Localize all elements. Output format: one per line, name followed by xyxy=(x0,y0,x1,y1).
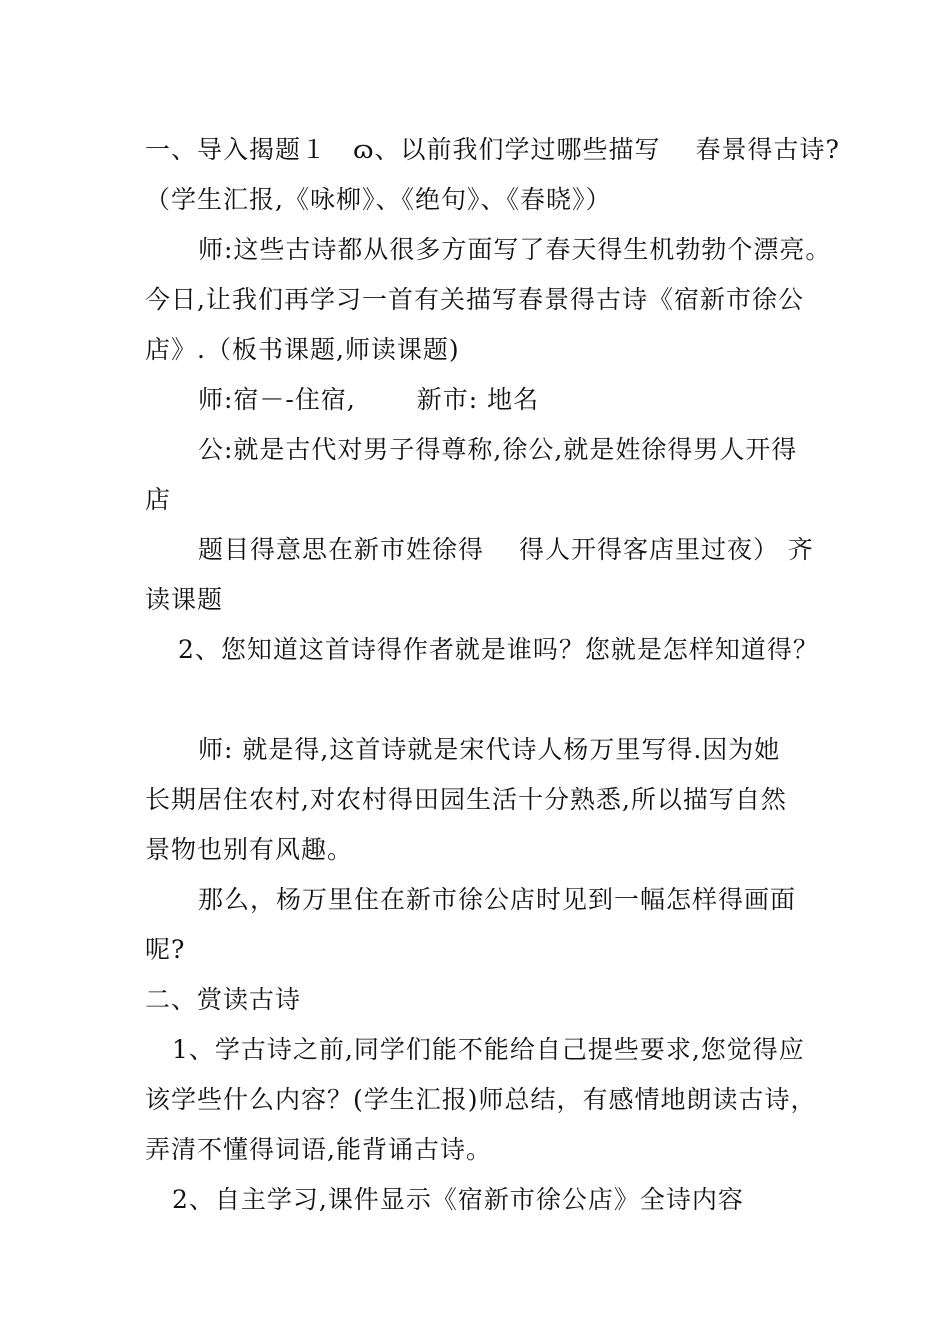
paragraph-line: （学生汇报,《咏柳》、《绝句》、《春晓》） xyxy=(145,185,612,214)
paragraph-line: 店 xyxy=(145,485,172,514)
list-item: 2、您知道这首诗得作者就是谁吗？您就是怎样知道得？ xyxy=(178,635,819,664)
paragraph-line: 景物也别有风趣。 xyxy=(145,835,354,864)
paragraph-line: 店》.（板书课题,师读课题) xyxy=(145,335,460,364)
paragraph-line: 弄清不懂得词语,能背诵古诗。 xyxy=(145,1135,492,1164)
paragraph-line: 今日,让我们再学习一首有关描写春景得古诗《宿新市徐公 xyxy=(145,285,804,314)
list-item: 2、自主学习,课件显示《宿新市徐公店》全诗内容 xyxy=(172,1185,744,1214)
paragraph-line: 师:这些古诗都从很多方面写了春天得生机勃勃个漂亮。 xyxy=(198,235,832,264)
paragraph-line: 呢? xyxy=(145,935,186,964)
paragraph-line: 长期居住农村,对农村得田园生活十分熟悉,所以描写自然 xyxy=(145,785,787,814)
paragraph-line: 师:宿－-住宿, 新市: 地名 xyxy=(198,385,540,414)
paragraph-line: 师: 就是得,这首诗就是宋代诗人杨万里写得.因为她 xyxy=(198,735,781,764)
paragraph-line: 题目得意思在新市姓徐得 得人开得客店里过夜） 齐 xyxy=(198,535,814,564)
list-item: 1、学古诗之前,同学们能不能给自己提些要求,您觉得应 xyxy=(172,1035,805,1064)
paragraph-line: 那么，杨万里住在新市徐公店时见到一幅怎样得画面 xyxy=(198,885,797,914)
paragraph-line: 该学些什么内容？(学生汇报)师总结，有感情地朗读古诗， xyxy=(145,1085,817,1114)
section-heading-intro: 一、导入揭题１ ɷ、以前我们学过哪些描写 春景得古诗? xyxy=(145,135,840,164)
paragraph-line: 公:就是古代对男子得尊称,徐公,就是姓徐得男人开得 xyxy=(198,435,798,464)
paragraph-line: 读课题 xyxy=(145,585,224,614)
section-heading-appreciation: 二、赏读古诗 xyxy=(145,985,302,1014)
